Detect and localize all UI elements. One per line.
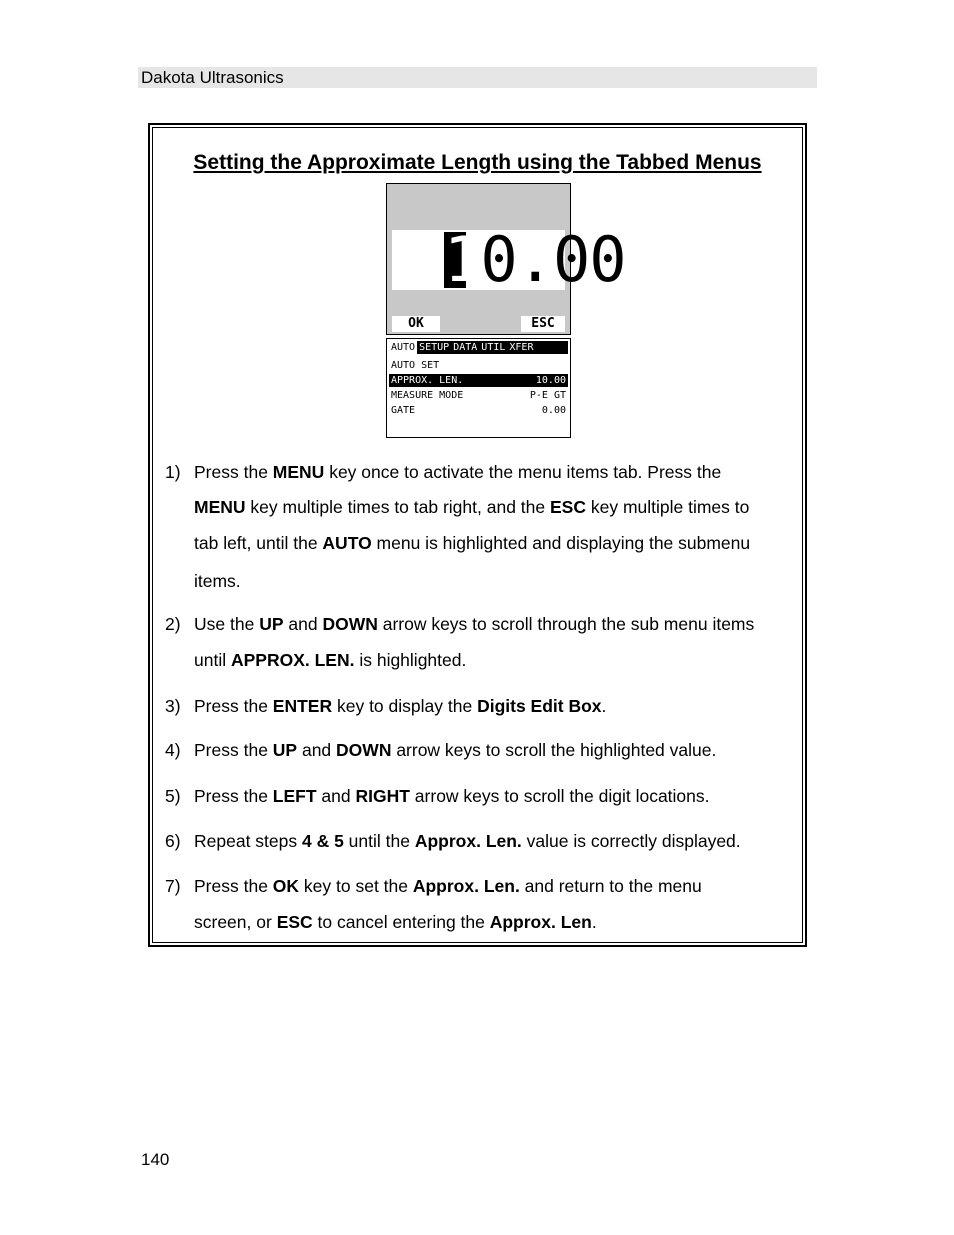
step-line: Repeat steps 4 & 5 until the Approx. Len. value is correctly displayed. xyxy=(194,831,741,851)
menu-tab-data[interactable]: DATA xyxy=(453,342,478,353)
step-line: Press the LEFT and RIGHT arrow keys to scroll the digit locations. xyxy=(194,786,710,806)
running-header xyxy=(138,67,817,88)
key-term: OK xyxy=(272,876,300,896)
key-term: MENU xyxy=(272,462,325,482)
key-term: LEFT xyxy=(272,786,317,806)
value-remaining-digits: 0.00 xyxy=(480,223,626,296)
step-number: 7) xyxy=(165,876,181,896)
menu-tab-auto[interactable]: AUTO xyxy=(391,342,416,353)
menu-item-value: P-E GT xyxy=(529,390,566,401)
esc-softkey[interactable]: ESC xyxy=(521,316,565,332)
menu-tab-xfer[interactable]: XFER xyxy=(509,342,534,353)
menu-item[interactable] xyxy=(389,389,568,402)
step-number: 5) xyxy=(165,786,181,806)
step-line: Press the UP and DOWN arrow keys to scroll the highlighted value. xyxy=(194,740,717,760)
step-line: screen, or ESC to cancel entering the Approx. Len. xyxy=(194,912,597,932)
step-number: 6) xyxy=(165,831,181,851)
menu-item-label: MEASURE MODE xyxy=(391,390,464,401)
key-term: RIGHT xyxy=(355,786,410,806)
menu-item[interactable] xyxy=(389,404,568,417)
key-term: APPROX. LEN. xyxy=(230,650,355,670)
value-readout xyxy=(444,222,626,298)
key-term: ESC xyxy=(276,912,313,932)
section-title: Setting the Approximate Length using the Tabbed Menus xyxy=(193,151,762,174)
step-line: Press the OK key to set the Approx. Len. and return to the menu xyxy=(194,876,702,896)
digits-edit-screen xyxy=(386,183,626,335)
menu-item-value: 0.00 xyxy=(541,405,566,416)
step-line: Use the UP and DOWN arrow keys to scroll through the sub menu items xyxy=(194,614,755,634)
key-term: DOWN xyxy=(322,614,378,634)
key-term: Approx. Len. xyxy=(412,876,520,896)
menu-item-label: AUTO SET xyxy=(391,360,440,371)
key-term: UP xyxy=(272,740,298,760)
key-term: Digits Edit Box xyxy=(477,696,602,716)
key-term: ESC xyxy=(550,497,586,517)
menu-item-label: GATE xyxy=(391,405,416,416)
step-line: tab left, until the AUTO menu is highlighted and displaying the submenu xyxy=(194,533,751,553)
device-display xyxy=(386,183,626,438)
step-line: MENU key multiple times to tab right, and the ESC key multiple times to xyxy=(194,497,750,517)
menu-item-value: 10.00 xyxy=(535,375,566,386)
step-number: 1) xyxy=(165,462,181,482)
key-term: AUTO xyxy=(322,533,372,553)
step-number: 2) xyxy=(165,614,181,634)
highlighted-digit: 1 xyxy=(444,223,481,296)
instruction-box-inner xyxy=(152,127,803,943)
step-number: 4) xyxy=(165,740,181,760)
menu-tab-setup[interactable]: SETUP xyxy=(419,342,450,353)
tabbed-menu xyxy=(386,338,571,438)
key-term: 4 & 5 xyxy=(301,831,344,851)
key-term: DOWN xyxy=(336,740,392,760)
key-term: ENTER xyxy=(272,696,333,716)
key-term: Approx. Len xyxy=(489,912,592,932)
ok-softkey[interactable]: OK xyxy=(392,316,440,332)
key-term: Approx. Len. xyxy=(414,831,522,851)
header-title: Dakota Ultrasonics xyxy=(141,68,284,87)
menu-item-label: APPROX. LEN. xyxy=(391,375,464,386)
step-line: items. xyxy=(194,571,241,591)
step-line: until APPROX. LEN. is highlighted. xyxy=(194,650,467,670)
menu-item[interactable] xyxy=(389,359,568,372)
menu-item[interactable] xyxy=(389,374,568,387)
menu-tabs xyxy=(389,341,568,354)
key-term: UP xyxy=(259,614,284,634)
menu-tab-util[interactable]: UTIL xyxy=(481,342,506,353)
instruction-box xyxy=(148,123,807,947)
step-line: Press the ENTER key to display the Digits Edit Box. xyxy=(194,696,607,716)
step-line: Press the MENU key once to activate the menu items tab. Press the xyxy=(194,462,722,482)
page-number: 140 xyxy=(141,1150,170,1169)
key-term: MENU xyxy=(194,497,246,517)
step-number: 3) xyxy=(165,696,181,716)
